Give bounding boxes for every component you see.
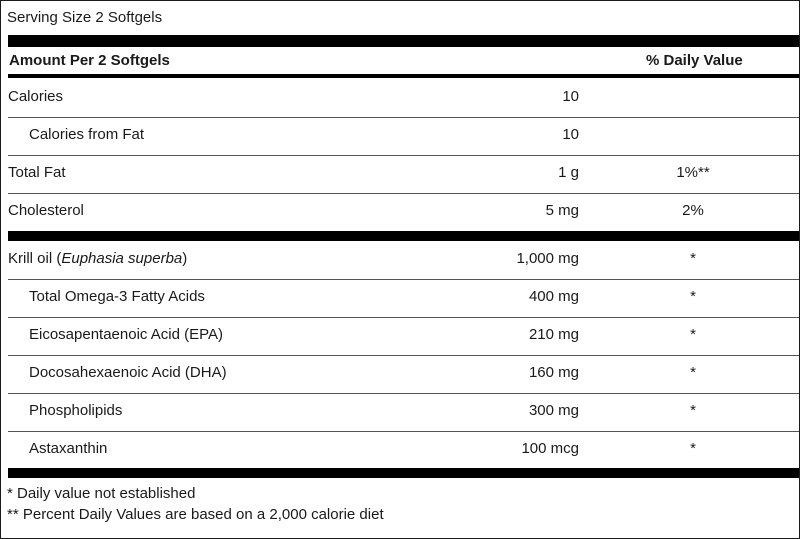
footnote-percent-daily: ** Percent Daily Values are based on a 2,000 calorie diet	[7, 506, 384, 523]
nutrient-amount: 1,000 mg	[516, 250, 579, 267]
table-row-calories-from-fat	[8, 118, 799, 156]
nutrient-daily-value: *	[690, 364, 696, 381]
table-row-total-fat	[8, 156, 799, 194]
nutrient-amount: 10	[562, 126, 579, 143]
nutrient-amount: 400 mg	[528, 288, 579, 305]
nutrient-amount: 210 mg	[528, 326, 579, 343]
table-row-astaxanthin	[8, 432, 799, 469]
nutrient-daily-value: 2%	[682, 202, 704, 219]
thick-divider-top	[8, 35, 799, 47]
table-header	[9, 49, 799, 73]
nutrient-name: Phospholipids	[29, 402, 123, 419]
table-row-omega-3	[8, 280, 799, 318]
nutrient-daily-value: *	[690, 440, 696, 457]
nutrient-name: Eicosapentaenoic Acid (EPA)	[29, 326, 223, 343]
table-row-epa	[8, 318, 799, 356]
nutrient-name: Total Fat	[8, 164, 66, 181]
nutrient-amount: 1 g	[558, 164, 579, 181]
nutrient-daily-value: *	[690, 288, 696, 305]
thick-divider-bottom	[8, 468, 799, 478]
nutrient-daily-value: *	[690, 326, 696, 343]
table-row-cholesterol	[8, 194, 799, 231]
nutrient-daily-value: 1%**	[676, 164, 710, 181]
serving-size: Serving Size 2 Softgels	[7, 9, 163, 26]
nutrient-daily-value: *	[690, 402, 696, 419]
nutrient-amount: 100 mcg	[521, 440, 579, 457]
daily-value-header: % Daily Value	[646, 52, 743, 69]
table-row-krill-oil	[8, 242, 799, 280]
medium-divider	[8, 74, 799, 78]
nutrient-amount: 300 mg	[528, 402, 579, 419]
nutrient-name	[8, 250, 187, 267]
krill-oil-prefix: Krill oil (	[8, 250, 62, 267]
nutrient-name: Total Omega-3 Fatty Acids	[29, 288, 205, 305]
table-row-dha	[8, 356, 799, 394]
nutrient-name: Cholesterol	[8, 202, 84, 219]
krill-oil-suffix: )	[182, 250, 188, 267]
table-row-calories	[8, 80, 799, 118]
nutrient-name: Calories	[8, 88, 64, 105]
nutrient-daily-value: *	[690, 250, 696, 267]
table-row-phospholipids	[8, 394, 799, 432]
nutrient-name: Astaxanthin	[29, 440, 108, 457]
thick-divider-middle	[8, 231, 799, 241]
nutrient-amount: 160 mg	[528, 364, 579, 381]
nutrient-name: Calories from Fat	[29, 126, 145, 143]
nutrient-name: Docosahexaenoic Acid (DHA)	[29, 364, 227, 381]
nutrient-amount: 10	[562, 88, 579, 105]
footnote-daily-value: * Daily value not established	[7, 485, 196, 502]
nutrient-amount: 5 mg	[545, 202, 579, 219]
krill-oil-species: Euphasia superba	[61, 250, 183, 267]
amount-per-header: Amount Per 2 Softgels	[9, 52, 170, 69]
